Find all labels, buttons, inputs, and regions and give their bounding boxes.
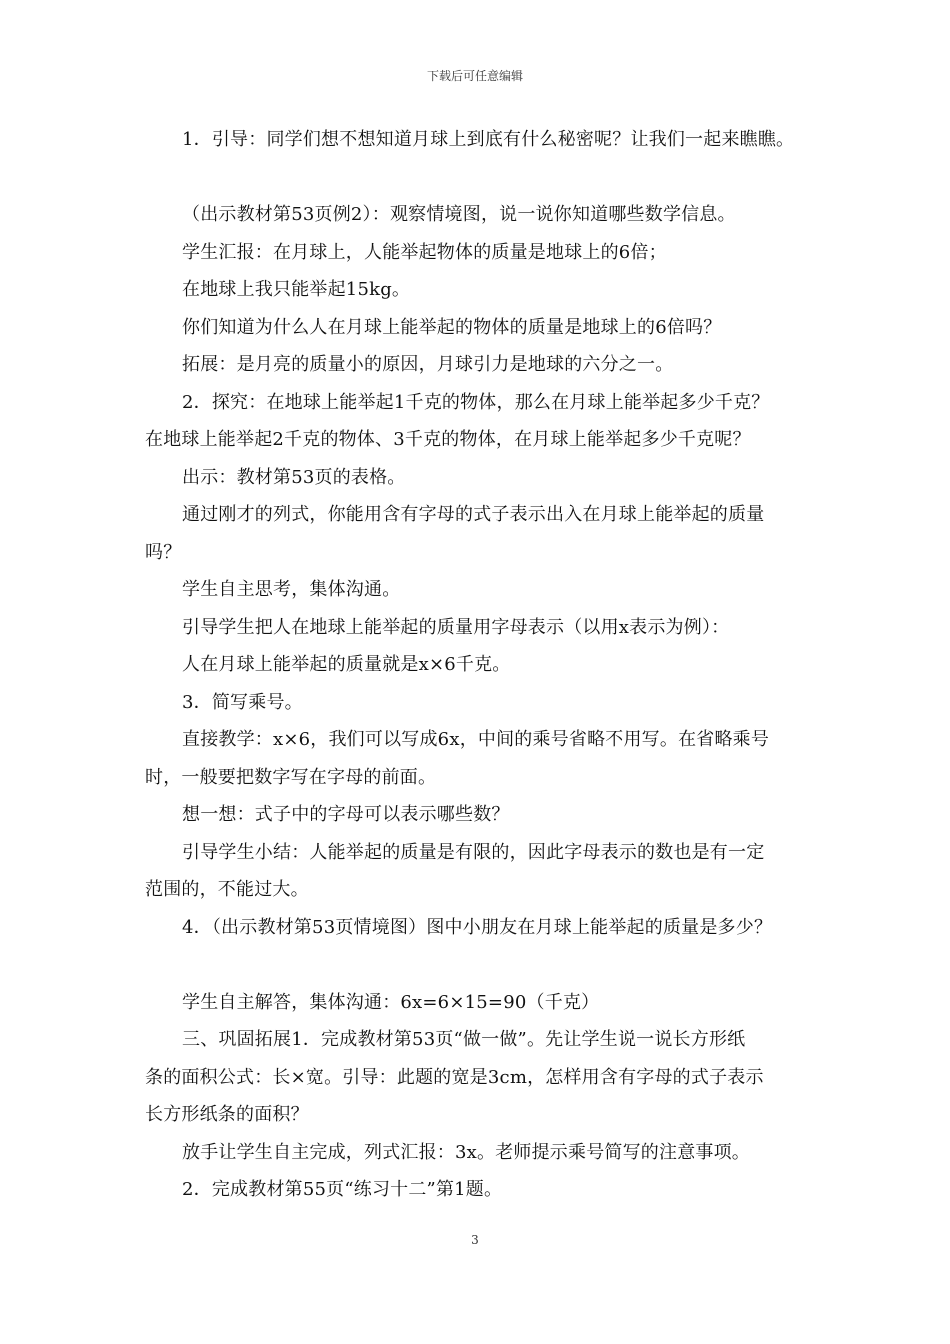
page-header: 下载后可任意编辑 [426, 69, 523, 83]
paragraph-line: 长方形纸条的面积？ [145, 1104, 309, 1125]
paragraph-line: 吗？ [145, 541, 182, 563]
paragraph-line: 你们知道为什么人在月球上能举起的物体的质量是地球上的6倍吗？ [182, 316, 722, 338]
paragraph-line: 4．（出示教材第53页情境图）图中小朋友在月球上能举起的质量是多少？ [182, 916, 773, 938]
paragraph-line: 在地球上能举起2千克的物体、3千克的物体，在月球上能举起多少千克呢？ [145, 429, 751, 450]
paragraph-line: （出示教材第53页例2）：观察情境图，说一说你知道哪些数学信息。 [182, 204, 736, 225]
paragraph-line: 三、巩固拓展1．完成教材第53页“做一做”。先让学生说一说长方形纸 [182, 1029, 746, 1050]
paragraph-line: 2．完成教材第55页“练习十二”第1题。 [182, 1179, 503, 1200]
paragraph-line: 时，一般要把数字写在字母的前面。 [145, 766, 437, 788]
paragraph-line: 拓展：是月亮的质量小的原因，月球引力是地球的六分之一。 [182, 354, 674, 375]
paragraph-line: 范围的，不能过大。 [145, 879, 309, 900]
page-number: 3 [471, 1233, 479, 1247]
paragraph-line: 学生自主解答，集体沟通：6x=6×15=90（千克） [182, 991, 600, 1013]
paragraph-line: 2．探究：在地球上能举起1千克的物体，那么在月球上能举起多少千克？ [182, 391, 770, 413]
paragraph-line: 直接教学：x×6，我们可以写成6x，中间的乘号省略不用写。在省略乘号 [182, 729, 770, 750]
paragraph-line: 引导学生把人在地球上能举起的质量用字母表示（以用x表示为例）： [182, 616, 730, 638]
paragraph-line: 放手让学生自主完成，列式汇报：3x。老师提示乘号简写的注意事项。 [182, 1141, 751, 1163]
paragraph-line: 人在月球上能举起的质量就是x×6千克。 [182, 654, 511, 675]
paragraph-line: 在地球上我只能举起15kg。 [182, 279, 411, 300]
paragraph-line: 学生自主思考，集体沟通。 [182, 579, 401, 600]
blank-line [145, 946, 825, 984]
paragraph-line: 引导学生小结：人能举起的质量是有限的，因此字母表示的数也是有一定 [182, 841, 765, 863]
paragraph-line: 条的面积公式：长×宽。引导：此题的宽是3cm，怎样用含有字母的式子表示 [145, 1066, 764, 1088]
paragraph-line: 3．简写乘号。 [182, 691, 303, 713]
document-body [145, 121, 825, 1209]
blank-line [145, 159, 825, 197]
paragraph-line: 1．引导：同学们想不想知道月球上到底有什么秘密呢？让我们一起来瞧瞧。 [182, 129, 795, 150]
paragraph-line: 出示：教材第53页的表格。 [182, 466, 406, 488]
paragraph-line: 学生汇报：在月球上，人能举起物体的质量是地球上的6倍； [182, 241, 667, 263]
paragraph-line: 通过刚才的列式，你能用含有字母的式子表示出入在月球上能举起的质量 [182, 504, 765, 525]
paragraph-line: 想一想：式子中的字母可以表示哪些数？ [182, 804, 510, 825]
